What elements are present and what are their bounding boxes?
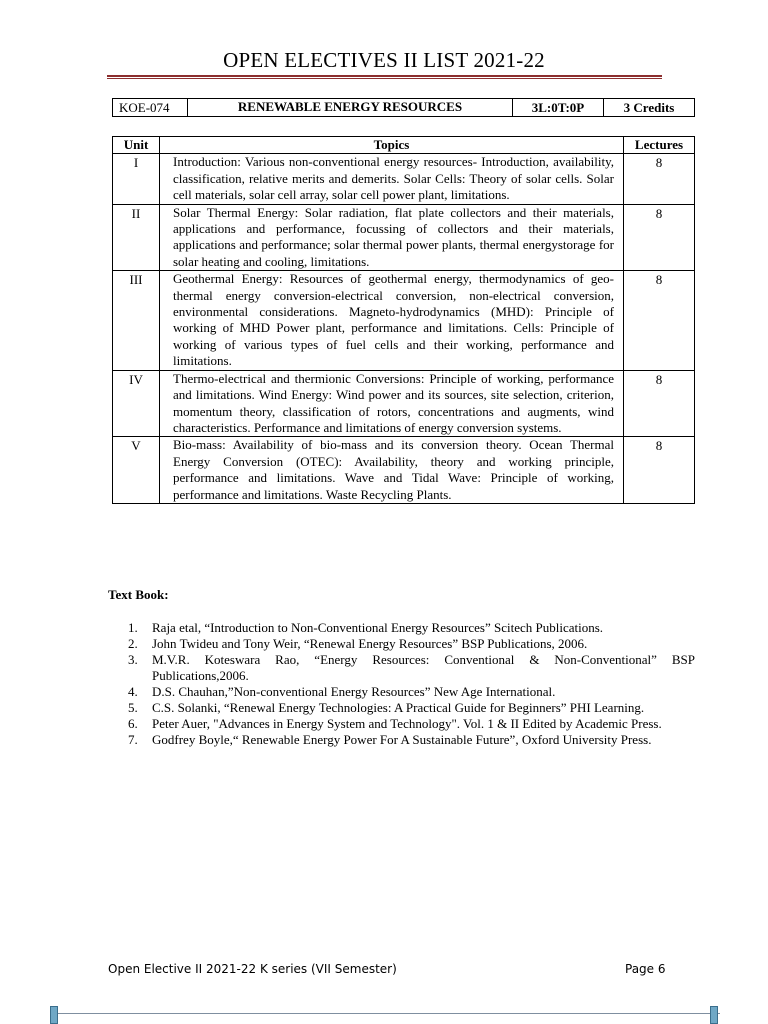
header-lectures: Lectures — [624, 137, 695, 154]
unit-cell: III — [113, 271, 160, 370]
topic-cell: Solar Thermal Energy: Solar radiation, flat plate collectors and their materials, applications and performance, focussing of collectors and their materials, applications and performance; solar thermal power plants, thermal energystorage for solar heating and cooling, limitations. — [160, 204, 624, 271]
topic-cell: Thermo-electrical and thermionic Conversions: Principle of working, performance and limitations. Wind Energy: Wind power and its sources, site selection, criterion, momentum theory, classification of rotors, concentrations and augments, wind characteristics. Performance and limitations of energy conversion systems. — [160, 370, 624, 437]
page-number: Page 6 — [625, 962, 666, 976]
list-number: 6. — [128, 716, 138, 731]
book-reference: John Twideu and Tony Weir, “Renewal Energy Resources” BSP Publications, 2006. — [152, 636, 588, 651]
topic-cell: Introduction: Various non-conventional energy resources- Introduction, availability, classification, relative merits and demerits. Solar Cells: Theory of solar cells. Solar cell materials, solar cell array, solar cell power plant, limitations. — [160, 154, 624, 204]
list-number: 7. — [128, 732, 138, 747]
course-header-table — [112, 98, 695, 117]
table-row — [113, 370, 695, 437]
list-item — [128, 684, 695, 700]
list-number: 2. — [128, 636, 138, 651]
syllabus-table — [112, 136, 695, 504]
textbook-list — [128, 620, 695, 748]
unit-cell: V — [113, 437, 160, 504]
book-reference: D.S. Chauhan,”Non-conventional Energy Resources” New Age International. — [152, 684, 556, 699]
header-unit: Unit — [113, 137, 160, 154]
topic-cell: Geothermal Energy: Resources of geothermal energy, thermodynamics of geo- thermal energy conversion-electrical conversion, non-electrical conversion, environmental considerations. Magneto-hydrodynamics (MHD): Principle of working of MHD Power plant, performance and limitations. Cells: Principle of working of various types of fuel cells and their working, performance and limitations. — [160, 271, 624, 370]
book-reference: Raja etal, “Introduction to Non-Conventional Energy Resources” Scitech Publications. — [152, 620, 604, 635]
course-credits: 3 Credits — [604, 99, 695, 117]
table-row — [113, 271, 695, 370]
course-ltp: 3L:0T:0P — [513, 99, 604, 117]
list-item — [128, 620, 695, 636]
header-topics: Topics — [160, 137, 624, 154]
textbook-heading: Text Book: — [108, 587, 169, 602]
book-reference: Peter Auer, "Advances in Energy System and Technology". Vol. 1 & II Edited by Academic Press. — [152, 716, 662, 731]
lectures-cell: 8 — [624, 370, 695, 437]
table-row — [113, 437, 695, 504]
list-item — [128, 732, 695, 748]
lectures-cell: 8 — [624, 271, 695, 370]
topic-cell: Bio-mass: Availability of bio-mass and its conversion theory. Ocean Thermal Energy Conversion (OTEC): Availability, theory and working principle, performance and limitations. Wave and Tidal Wave: Principle of working, performance and limitations. Waste Recycling Plants. — [160, 437, 624, 504]
list-number: 5. — [128, 700, 138, 715]
unit-cell: I — [113, 154, 160, 204]
table-row — [113, 204, 695, 271]
table-row — [113, 154, 695, 204]
list-item — [128, 700, 695, 716]
lectures-cell: 8 — [624, 154, 695, 204]
list-item — [128, 716, 695, 732]
unit-cell: IV — [113, 370, 160, 437]
book-reference: M.V.R. Koteswara Rao, “Energy Resources: Conventional & Non-Conventional” BSP Publications,2006. — [152, 652, 695, 683]
footer-series-label: Open Elective II 2021-22 K series (VII Semester) — [108, 962, 397, 976]
list-item — [128, 636, 695, 652]
syllabus-header-row — [113, 137, 695, 154]
list-item — [128, 652, 695, 684]
course-code: KOE-074 — [113, 99, 188, 117]
footer-rule — [50, 1013, 720, 1014]
book-reference: Godfrey Boyle,“ Renewable Energy Power For A Sustainable Future”, Oxford University Press. — [152, 732, 652, 747]
book-reference: C.S. Solanki, “Renewal Energy Technologies: A Practical Guide for Beginners” PHI Learning. — [152, 700, 645, 715]
page-title: OPEN ELECTIVES II LIST 2021-22 — [223, 48, 545, 72]
footer-left-marker — [50, 1006, 58, 1024]
unit-cell: II — [113, 204, 160, 271]
lectures-cell: 8 — [624, 204, 695, 271]
title-rule — [107, 75, 662, 79]
lectures-cell: 8 — [624, 437, 695, 504]
list-number: 3. — [128, 652, 138, 667]
footer-right-marker — [710, 1006, 718, 1024]
list-number: 4. — [128, 684, 138, 699]
course-name: RENEWABLE ENERGY RESOURCES — [188, 99, 513, 117]
list-number: 1. — [128, 620, 138, 635]
